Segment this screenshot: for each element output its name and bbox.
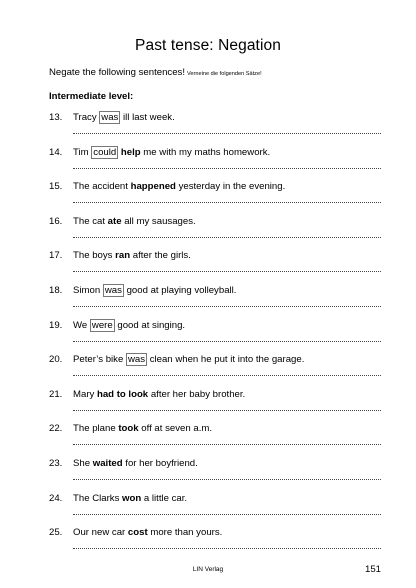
boxed-verb: were — [91, 319, 113, 331]
exercise-number: 14. — [49, 146, 63, 158]
exercise-sentence — [73, 216, 196, 227]
exercise-number: 22. — [49, 423, 63, 435]
answer-line[interactable] — [73, 237, 381, 238]
sentence-text: The cat — [73, 215, 108, 227]
exercise-number: 23. — [49, 458, 63, 469]
exercise-item — [49, 285, 381, 319]
page-title: Past tense: Negation — [135, 37, 281, 54]
exercise-sentence — [73, 250, 191, 261]
exercise-item — [49, 527, 381, 561]
bold-verb: happened — [130, 181, 176, 193]
answer-line[interactable] — [73, 444, 381, 445]
exercise-sentence — [73, 354, 304, 365]
page-number: 151 — [364, 564, 381, 575]
sentence-text: Tim — [73, 146, 92, 158]
boxed-verb: was — [101, 112, 119, 123]
sentence-text: The boys — [73, 250, 116, 262]
exercise-sentence — [73, 181, 285, 192]
sentence-text: for her boyfriend. — [122, 458, 198, 469]
exercise-number: 21. — [49, 388, 63, 400]
sentence-text: Tracy — [73, 112, 100, 123]
sentence-text: The Clarks — [73, 492, 123, 504]
sentence-text: all my sausages. — [121, 215, 196, 227]
exercise-sentence — [73, 147, 270, 158]
exercise-sentence — [73, 458, 198, 469]
bold-verb: ran — [115, 250, 131, 262]
exercise-number: 25. — [49, 527, 63, 539]
exercise-number: 20. — [49, 354, 63, 366]
sentence-text: off at seven a.m. — [138, 423, 213, 435]
bold-verb: won — [122, 492, 142, 504]
bold-verb: waited — [92, 458, 123, 469]
exercise-item — [49, 216, 381, 250]
exercise-item — [49, 181, 381, 215]
answer-line[interactable] — [73, 133, 381, 134]
sentence-text: The accident — [73, 181, 131, 193]
sentence-text: She — [73, 458, 93, 469]
bold-verb: had to look — [96, 388, 149, 400]
answer-line[interactable] — [73, 479, 381, 480]
boxed-verb: was — [104, 285, 122, 296]
exercise-number: 19. — [49, 319, 63, 331]
sentence-text: Mary — [73, 388, 97, 400]
answer-line[interactable] — [73, 306, 381, 307]
exercise-item — [49, 320, 381, 354]
boxed-verb: was — [127, 354, 146, 366]
bold-verb: took — [118, 423, 139, 435]
sentence-text: Our new car — [73, 527, 128, 539]
bold-verb: cost — [127, 527, 148, 539]
sentence-text: after her baby brother. — [148, 388, 246, 400]
instruction-main: Negate the following sentences! — [49, 67, 185, 78]
sentence-text: Peter’s bike — [73, 354, 126, 366]
exercise-sentence — [73, 320, 185, 331]
bold-verb: help — [120, 146, 141, 158]
boxed-verb: could — [93, 146, 117, 158]
exercise-number: 17. — [49, 250, 63, 262]
sentence-text: me with my maths homework. — [140, 146, 271, 158]
answer-line[interactable] — [73, 375, 381, 376]
answer-line[interactable] — [73, 202, 381, 203]
exercise-sentence — [73, 389, 245, 400]
exercise-number: 24. — [49, 492, 63, 504]
exercise-item — [49, 147, 381, 181]
answer-line[interactable] — [73, 514, 381, 515]
instruction — [49, 67, 262, 78]
exercise-sentence — [73, 493, 187, 504]
sentence-text: a little car. — [141, 492, 188, 504]
exercise-sentence — [73, 285, 236, 296]
sentence-text: more than yours. — [147, 527, 223, 539]
exercise-number: 16. — [49, 215, 63, 227]
exercise-sentence — [73, 527, 222, 538]
answer-line[interactable] — [73, 410, 381, 411]
sentence-text: We — [73, 319, 90, 331]
sentence-text: The plane — [73, 423, 119, 435]
exercise-item — [49, 493, 381, 527]
sentence-text: ill last week. — [120, 112, 175, 123]
exercise-sentence — [73, 112, 175, 123]
exercise-number: 13. — [49, 112, 63, 123]
exercise-sentence — [73, 423, 212, 434]
exercise-item — [49, 112, 381, 146]
sentence-text: yesterday in the evening. — [175, 181, 286, 193]
bold-verb: ate — [107, 215, 122, 227]
answer-line[interactable] — [73, 548, 381, 549]
exercise-item — [49, 389, 381, 423]
exercise-item — [49, 354, 381, 388]
exercise-item — [49, 423, 381, 457]
answer-line[interactable] — [73, 168, 381, 169]
exercise-number: 18. — [49, 285, 63, 296]
exercise-item — [49, 458, 381, 492]
sentence-text: clean when he put it into the garage. — [147, 354, 305, 366]
answer-line[interactable] — [73, 341, 381, 342]
sentence-text: after the girls. — [130, 250, 191, 262]
exercise-number: 15. — [49, 181, 63, 193]
exercise-item — [49, 250, 381, 284]
sentence-text: Simon — [73, 285, 103, 296]
publisher-footer: LIN Verlag — [192, 566, 224, 573]
instruction-translation: Verneine die folgenden Sätze! — [187, 71, 262, 77]
sentence-text: good at playing volleyball. — [123, 285, 237, 296]
answer-line[interactable] — [73, 271, 381, 272]
level-heading: Intermediate level: — [49, 91, 134, 102]
sentence-text: good at singing. — [114, 319, 186, 331]
